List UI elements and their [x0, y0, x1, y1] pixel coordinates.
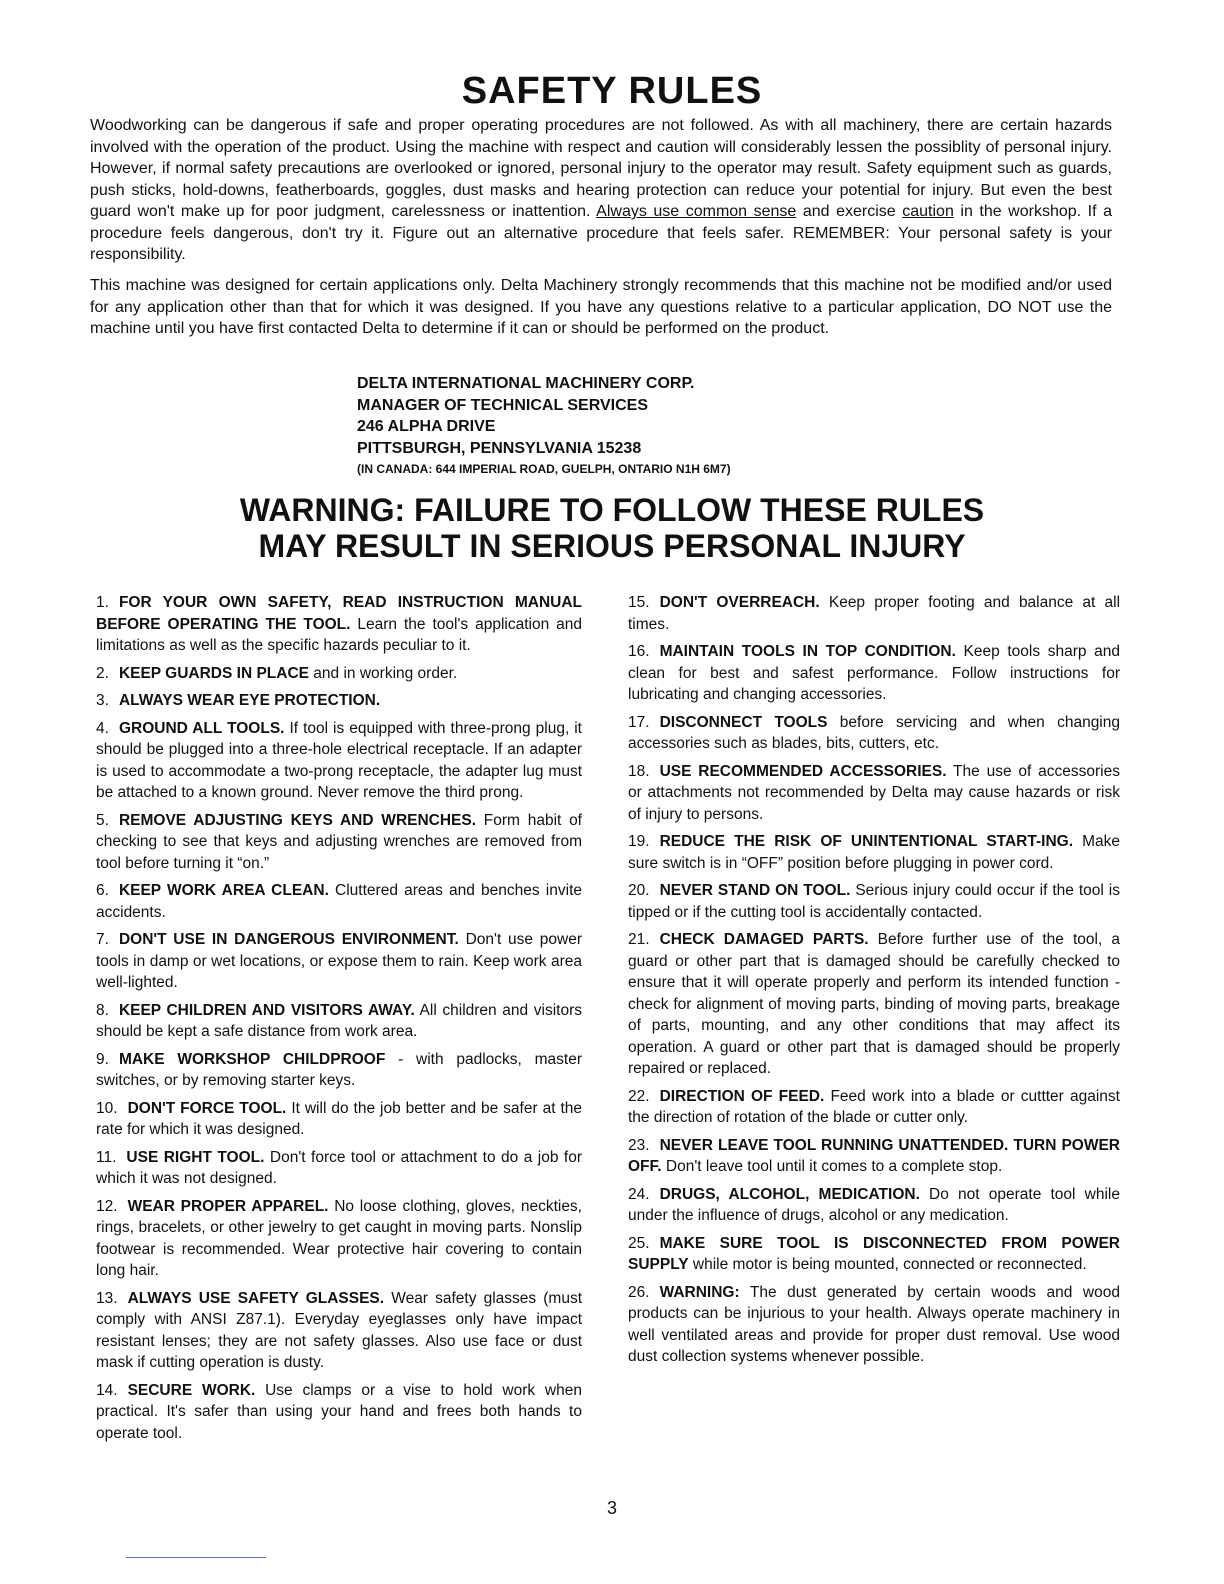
rule-number: 23. [628, 1136, 650, 1154]
safety-rule-item [96, 663, 582, 685]
rule-number: 26. [628, 1283, 650, 1301]
intro-underline-common-sense: Always use common sense [596, 203, 797, 220]
rule-heading: MAINTAIN TOOLS IN TOP CONDITION. [659, 643, 956, 660]
rule-number: 9. [96, 1050, 109, 1068]
rule-number: 15. [628, 594, 650, 611]
rule-text: Cluttered areas and benches invite accidents. [96, 882, 582, 921]
rule-heading: WARNING: [659, 1283, 740, 1301]
company-address [357, 373, 957, 481]
rule-number: 22. [628, 1087, 650, 1105]
rule-number: 6. [96, 882, 109, 899]
address-line-department: MANAGER OF TECHNICAL SERVICES [357, 396, 648, 414]
rule-number: 14. [96, 1381, 118, 1399]
rule-number: 17. [628, 713, 650, 731]
rule-text: No loose clothing, gloves, neckties, rings, bracelets, or other jewelry to get caught in moving parts. Nonslip footwear is recommended. Wear protective hair covering to contain long hair. [96, 1197, 582, 1279]
intro-text-b: and exercise [796, 203, 903, 220]
rule-heading: DRUGS, ALCOHOL, MEDICATION. [659, 1185, 920, 1203]
safety-rule-item [628, 1135, 1120, 1178]
safety-rule-item [628, 1184, 1120, 1227]
warning-line-2: MAY RESULT IN SERIOUS PERSONAL INJURY [258, 528, 966, 564]
rule-number: 1. [96, 594, 109, 611]
rule-text: The dust generated by certain woods and wood products can be injurious to your health. Always operate machinery in well ventilated areas and provide for proper dust removal. Use wood dust collection systems whenever possible. [628, 1283, 1120, 1365]
rule-number: 7. [96, 931, 109, 948]
rule-text: Do not operate tool while under the influence of drugs, alcohol or any medication. [628, 1185, 1120, 1224]
rule-number: 10. [96, 1099, 118, 1117]
safety-rule-item [628, 1233, 1120, 1276]
rule-number: 18. [628, 762, 650, 780]
rule-number: 21. [628, 931, 650, 948]
address-line-canada: (IN CANADA: 644 IMPERIAL ROAD, GUELPH, ONTARIO N1H 6M7) [357, 462, 731, 476]
rule-number: 5. [96, 811, 109, 829]
rule-number: 11. [96, 1148, 117, 1166]
safety-rule-item [96, 1098, 582, 1141]
safety-rule-item [96, 810, 582, 875]
rule-heading: REMOVE ADJUSTING KEYS AND WRENCHES. [118, 811, 477, 829]
warning-heading [0, 492, 1224, 564]
rule-heading: ALWAYS USE SAFETY GLASSES. [127, 1289, 385, 1307]
rules-column-right [628, 592, 1120, 1374]
rule-text: Make sure switch is in “OFF” position before plugging in power cord. [628, 833, 1120, 872]
rule-text: Use clamps or a vise to hold work when practical. It's safer than using your hand and frees both hands to operate tool. [96, 1381, 582, 1442]
rule-text: Wear safety glasses (must comply with ANSI Z87.1). Everyday eyeglasses only have impact resistant lenses; they are not safety glasses. Also use face or dust mask if cutting operation is dusty. [96, 1289, 583, 1371]
rule-heading: DISCONNECT TOOLS [659, 713, 828, 731]
rule-text: and in working order. [309, 664, 458, 682]
rule-text: while motor is being mounted, connected or reconnected. [688, 1256, 1087, 1273]
rule-number: 13. [96, 1289, 118, 1307]
safety-rule-item [96, 1288, 582, 1374]
rule-text: Don't leave tool until it comes to a complete stop. [661, 1158, 1003, 1175]
rule-heading: DIRECTION OF FEED. [659, 1087, 825, 1105]
rule-text: Feed work into a blade or cuttter against the direction of rotation of the blade or cutter only. [628, 1087, 1120, 1126]
rule-text: before servicing and when changing accessories such as blades, bits, cutters, etc. [628, 713, 1120, 752]
page-number: 3 [606, 1498, 617, 1518]
rule-number: 20. [628, 882, 650, 899]
rule-heading: USE RIGHT TOOL. [126, 1148, 265, 1166]
safety-rule-item [96, 1380, 582, 1445]
safety-rule-item [628, 592, 1120, 635]
rule-text: Before further use of the tool, a guard or other part that is damaged should be carefully checked to ensure that it will operate properly and perform its intended function - check for alignment of moving parts, binding of moving parts, breakage of parts, mounting, and any other conditions that may affect its operation. A guard or other part that is damaged should be properly repaired or replaced. [628, 931, 1120, 1077]
rule-number: 16. [628, 643, 650, 660]
rule-heading: MAKE SURE TOOL IS DISCONNECTED FROM POWER SUPPLY [628, 1234, 1120, 1273]
rule-text: All children and visitors should be kept a safe distance from work area. [96, 1001, 583, 1040]
rule-heading: DON'T OVERREACH. [659, 594, 820, 611]
rule-heading: ALWAYS WEAR EYE PROTECTION. [118, 692, 381, 709]
rule-number: 12. [96, 1197, 118, 1215]
rule-heading: KEEP CHILDREN AND VISITORS AWAY. [118, 1001, 415, 1019]
rule-heading: REDUCE THE RISK OF UNINTENTIONAL START-ING. [659, 833, 1073, 850]
rule-text: - with padlocks, master switches, or by removing starter keys. [96, 1050, 582, 1089]
rule-heading: NEVER LEAVE TOOL RUNNING UNATTENDED. TURN POWER OFF. [628, 1136, 1120, 1175]
page-title: SAFETY RULES [461, 70, 763, 112]
rule-heading: SECURE WORK. [127, 1381, 256, 1399]
rule-text: The use of accessories or attachments not recommended by Delta may cause hazards or risk of injury to persons. [628, 762, 1120, 823]
rule-heading: DON'T FORCE TOOL. [127, 1099, 287, 1117]
rule-number: 4. [96, 719, 109, 737]
rule-number: 25. [628, 1234, 650, 1252]
rule-heading: USE RECOMMENDED ACCESSORIES. [659, 762, 947, 780]
rule-number: 3. [96, 692, 109, 709]
safety-rule-item [628, 1282, 1120, 1368]
rule-heading: NEVER STAND ON TOOL. [659, 882, 851, 899]
rule-number: 19. [628, 833, 650, 850]
address-line-city: PITTSBURGH, PENNSYLVANIA 15238 [357, 439, 642, 457]
intro-underline-caution: caution [902, 203, 954, 220]
rule-heading: WEAR PROPER APPAREL. [127, 1197, 329, 1215]
warning-line-1: WARNING: FAILURE TO FOLLOW THESE RULES [239, 492, 985, 528]
rule-heading: KEEP WORK AREA CLEAN. [118, 882, 329, 899]
safety-rule-item [96, 690, 582, 712]
safety-rule-item [628, 641, 1120, 706]
rule-text: Form habit of checking to see that keys and adjusting wrenches are removed from tool before turning it “on.” [96, 811, 582, 872]
rule-number: 8. [96, 1001, 109, 1019]
intro-paragraph-2: This machine was designed for certain applications only. Delta Machinery strongly recommends that this machine not be modified and/or used for any application other than that for which it was designed. If you have any questions relative to a particular application, DO NOT use the machine until you have first contacted Delta to determine if it can or should be performed on the product. [90, 277, 1112, 337]
safety-rule-item [96, 1147, 582, 1190]
safety-rule-item [96, 929, 582, 994]
rule-heading: MAKE WORKSHOP CHILDPROOF [118, 1050, 386, 1068]
intro-text-a: Woodworking can be dangerous if safe and proper operating procedures are not followed. As with all machinery, there are certain hazards involved with the operation of the product. Using the machine with respect and caution will considerably lessen the possiblity of personal injury. However, if normal safety precautions are overlooked or ignored, personal injury to the operator may result. Safety equipment such as guards, push sticks, hold-downs, featherboards, goggles, dust masks and hearing protection can reduce your potential for injury. But even the best guard won't make up for poor judgment, carelessness or inattention. [90, 117, 1112, 220]
rule-heading: FOR YOUR OWN SAFETY, READ INSTRUCTION MANUAL BEFORE OPERATING THE TOOL. [96, 594, 582, 633]
safety-rule-item [628, 929, 1120, 1080]
address-line-street: 246 ALPHA DRIVE [357, 418, 496, 435]
rule-text: Don't force tool or attachment to do a job for which it was not designed. [96, 1148, 582, 1187]
rule-text: Keep proper footing and balance at all times. [628, 594, 1121, 633]
safety-rule-item [628, 880, 1120, 923]
rules-column-left [96, 592, 582, 1450]
rule-text: It will do the job better and be safer at the rate for which it was designed. [96, 1099, 582, 1138]
rule-number: 2. [96, 664, 109, 682]
safety-rule-item [628, 831, 1120, 874]
footer-rule-line [126, 1557, 266, 1558]
safety-rule-item [96, 880, 582, 923]
safety-rule-item [96, 1049, 582, 1092]
safety-rule-item [628, 1086, 1120, 1129]
safety-rule-item [96, 1196, 582, 1282]
safety-rule-item [96, 592, 582, 657]
rule-heading: CHECK DAMAGED PARTS. [659, 931, 869, 948]
rule-heading: KEEP GUARDS IN PLACE [118, 664, 309, 682]
rule-text: Learn the tool's application and limitations as well as the specific hazards peculiar to it. [96, 615, 582, 654]
rule-text: If tool is equipped with three-prong plug, it should be plugged into a three-hole electrical receptacle. If an adapter is used to accommodate a two-prong receptacle, the adapter lug must be attached to a known ground. Never remove the third prong. [96, 719, 582, 801]
rule-text: Keep tools sharp and clean for best and safest performance. Follow instructions for lubricating and changing accessories. [628, 643, 1120, 703]
safety-rule-item [96, 1000, 582, 1043]
rule-heading: DON'T USE IN DANGEROUS ENVIRONMENT. [118, 931, 459, 948]
rule-heading: GROUND ALL TOOLS. [118, 719, 285, 737]
safety-rule-item [96, 718, 582, 804]
address-line-company: DELTA INTERNATIONAL MACHINERY CORP. [357, 375, 695, 392]
safety-rule-item [628, 761, 1120, 826]
safety-rule-item [628, 712, 1120, 755]
rule-text: Serious injury could occur if the tool is tipped or if the cutting tool is accidentally contacted. [628, 882, 1120, 921]
intro-paragraph-1 [90, 115, 1112, 266]
intro-text-c: in the workshop. If a procedure feels dangerous, don't try it. Figure out an alternative procedure that feels safer. REMEMBER: Your personal safety is your responsibility. [90, 203, 1112, 263]
rule-text: Don't use power tools in damp or wet locations, or expose them to rain. Keep work area well-lighted. [96, 931, 582, 991]
rule-number: 24. [628, 1185, 650, 1203]
